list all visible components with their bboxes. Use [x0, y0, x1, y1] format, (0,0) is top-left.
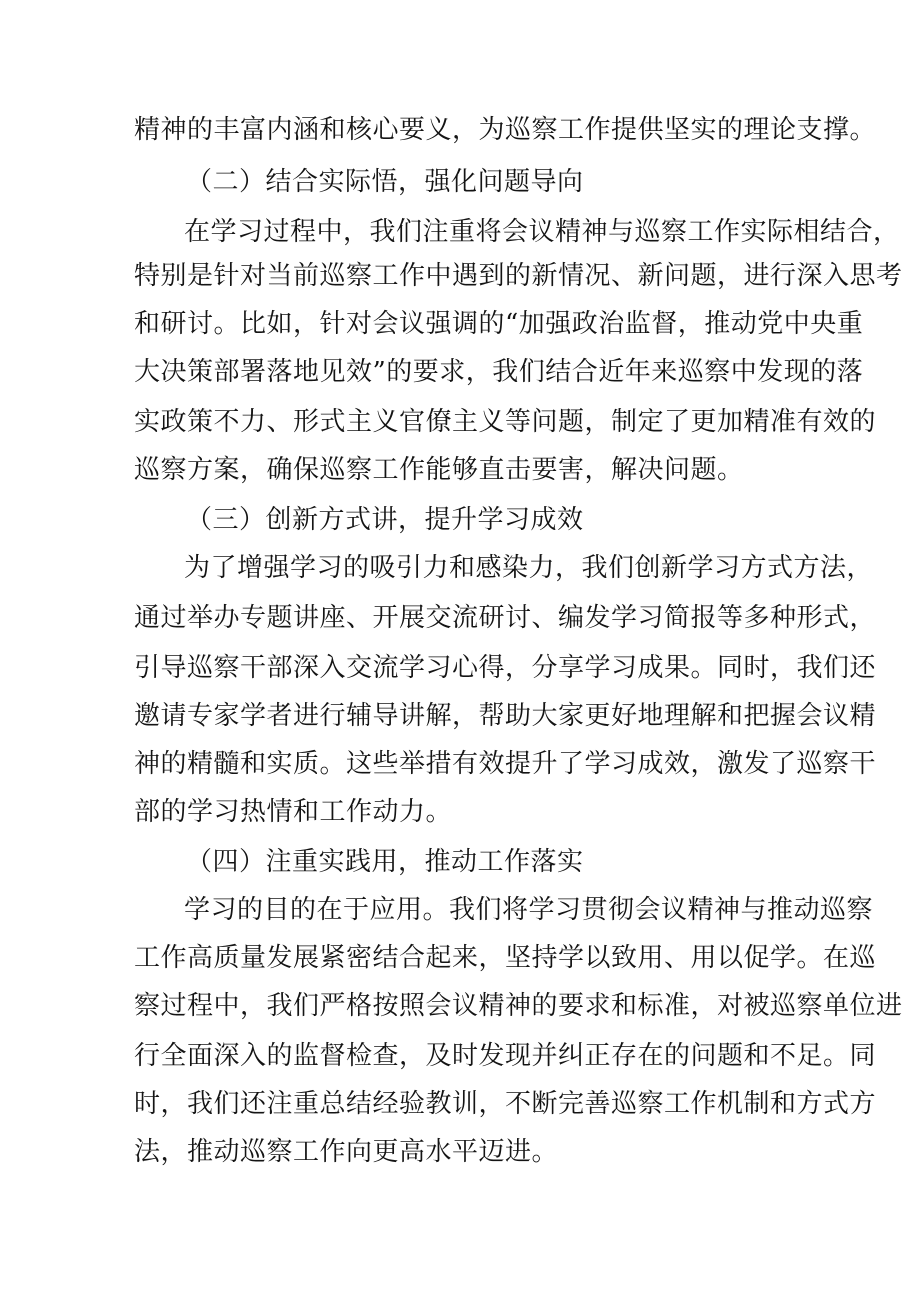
paragraph-3-line-3: 引导巡察干部深入交流学习心得，分享学习成果。同时，我们还	[134, 653, 877, 683]
section-heading-4: （四）注重实践用，推动工作落实	[186, 847, 584, 877]
paragraph-4-line-1: 学习的目的在于应用。我们将学习贯彻会议精神与推动巡察	[184, 895, 874, 925]
paragraph-2-line-2: 特别是针对当前巡察工作中遇到的新情况、新问题，进行深入思考	[134, 261, 903, 291]
paragraph-2-line-1: 在学习过程中，我们注重将会议精神与巡察工作实际相结合，	[184, 217, 900, 247]
section-heading-2: （二）结合实际悟，强化问题导向	[186, 167, 584, 197]
section-heading-3: （三）创新方式讲，提升学习成效	[186, 505, 584, 535]
paragraph-4-line-5: 时，我们还注重总结经验教训，不断完善巡察工作机制和方式方	[134, 1089, 877, 1119]
paragraph-2-line-3: 和研讨。比如，针对会议强调的“加强政治监督，推动党中央重	[134, 309, 864, 339]
paragraph-3-line-4: 邀请专家学者进行辅导讲解，帮助大家更好地理解和把握会议精	[134, 701, 877, 731]
paragraph-4-line-2: 工作高质量发展紧密结合起来，坚持学以致用、用以促学。在巡	[134, 943, 877, 973]
paragraph-2-line-6: 巡察方案，确保巡察工作能够直击要害，解决问题。	[134, 455, 744, 485]
paragraph-3-line-5: 神的精髓和实质。这些举措有效提升了学习成效，激发了巡察干	[134, 749, 877, 779]
paragraph-3-line-2: 通过举办专题讲座、开展交流研讨、编发学习简报等多种形式，	[134, 603, 877, 633]
paragraph-4-line-3: 察过程中，我们严格按照会议精神的要求和标准，对被巡察单位进	[134, 991, 903, 1021]
paragraph-2-line-4: 大决策部署落地见效”的要求，我们结合近年来巡察中发现的落	[134, 357, 864, 387]
paragraph-3-line-6: 部的学习热情和工作动力。	[134, 797, 453, 827]
paragraph-3-line-1: 为了增强学习的吸引力和感染力，我们创新学习方式方法，	[184, 553, 874, 583]
paragraph-2-line-5: 实政策不力、形式主义官僚主义等问题，制定了更加精准有效的	[134, 407, 877, 437]
paragraph-4-line-6: 法，推动巡察工作向更高水平迈进。	[134, 1137, 559, 1167]
paragraph-4-line-4: 行全面深入的监督检查，及时发现并纠正存在的问题和不足。同	[134, 1041, 877, 1071]
paragraph-1-line-1: 精神的丰富内涵和核心要义，为巡察工作提供坚实的理论支撑。	[134, 115, 877, 145]
